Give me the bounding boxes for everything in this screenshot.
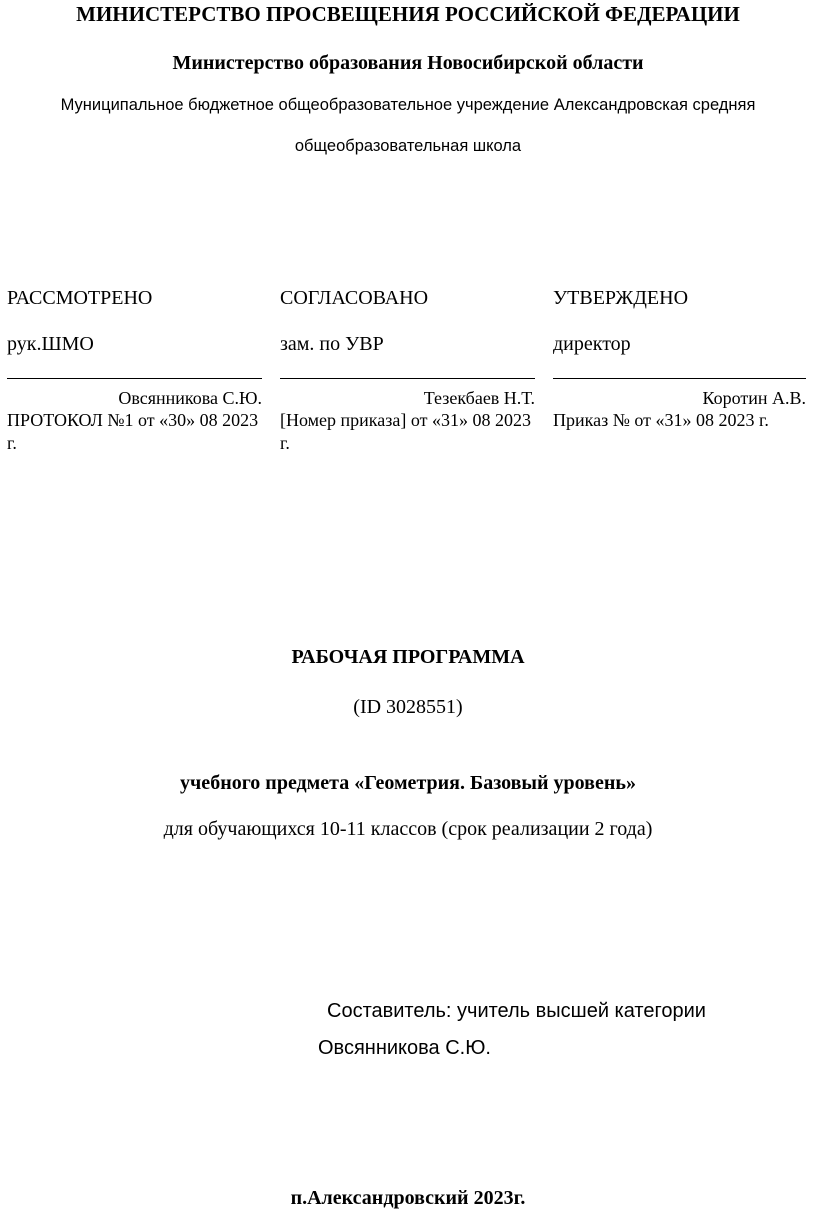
place-and-year: п.Александровский 2023г.	[290, 1187, 526, 1209]
approval-status: УТВЕРЖДЕНО	[553, 287, 689, 309]
compiler-name: Овсянникова С.Ю.	[318, 1037, 491, 1059]
approval-status: РАССМОТРЕНО	[7, 287, 153, 309]
approval-block-reviewed	[7, 282, 262, 455]
signature-line	[280, 378, 535, 379]
approval-role: директор	[553, 333, 631, 355]
compiler-title: Составитель: учитель высшей категории	[327, 1000, 706, 1022]
approval-person: Коротин А.В.	[702, 388, 806, 408]
school-name-line-2: общеобразовательная школа	[294, 137, 522, 155]
program-title: РАБОЧАЯ ПРОГРАММА	[291, 646, 525, 668]
program-id: (ID 3028551)	[353, 696, 463, 718]
ministry-region-heading: Министерство образования Новосибирской области	[172, 52, 644, 74]
approval-role: рук.ШМО	[7, 333, 94, 355]
approval-person: Овсянникова С.Ю.	[118, 388, 262, 408]
approval-protocol: Приказ № от «31» 08 2023 г.	[553, 410, 769, 430]
approval-protocol: ПРОТОКОЛ №1 от «30» 08 2023 г.	[7, 410, 259, 453]
school-name-line-1: Муниципальное бюджетное общеобразовательное учреждение Александровская средняя	[60, 96, 756, 114]
approval-block-approved	[553, 282, 806, 432]
signature-line	[553, 378, 806, 379]
subject-line: учебного предмета «Геометрия. Базовый уровень»	[180, 772, 636, 794]
audience-line: для обучающихся 10-11 классов (срок реализации 2 года)	[163, 818, 653, 840]
approval-role: зам. по УВР	[280, 333, 384, 355]
ministry-rf-heading: МИНИСТЕРСТВО ПРОСВЕЩЕНИЯ РОССИЙСКОЙ ФЕДЕРАЦИИ	[76, 2, 740, 26]
approval-protocol: [Номер приказа] от «31» 08 2023 г.	[280, 410, 531, 453]
signature-line	[7, 378, 262, 379]
approval-block-agreed	[280, 282, 535, 455]
approval-status: СОГЛАСОВАНО	[280, 287, 429, 309]
approval-person: Тезекбаев Н.Т.	[423, 388, 535, 408]
